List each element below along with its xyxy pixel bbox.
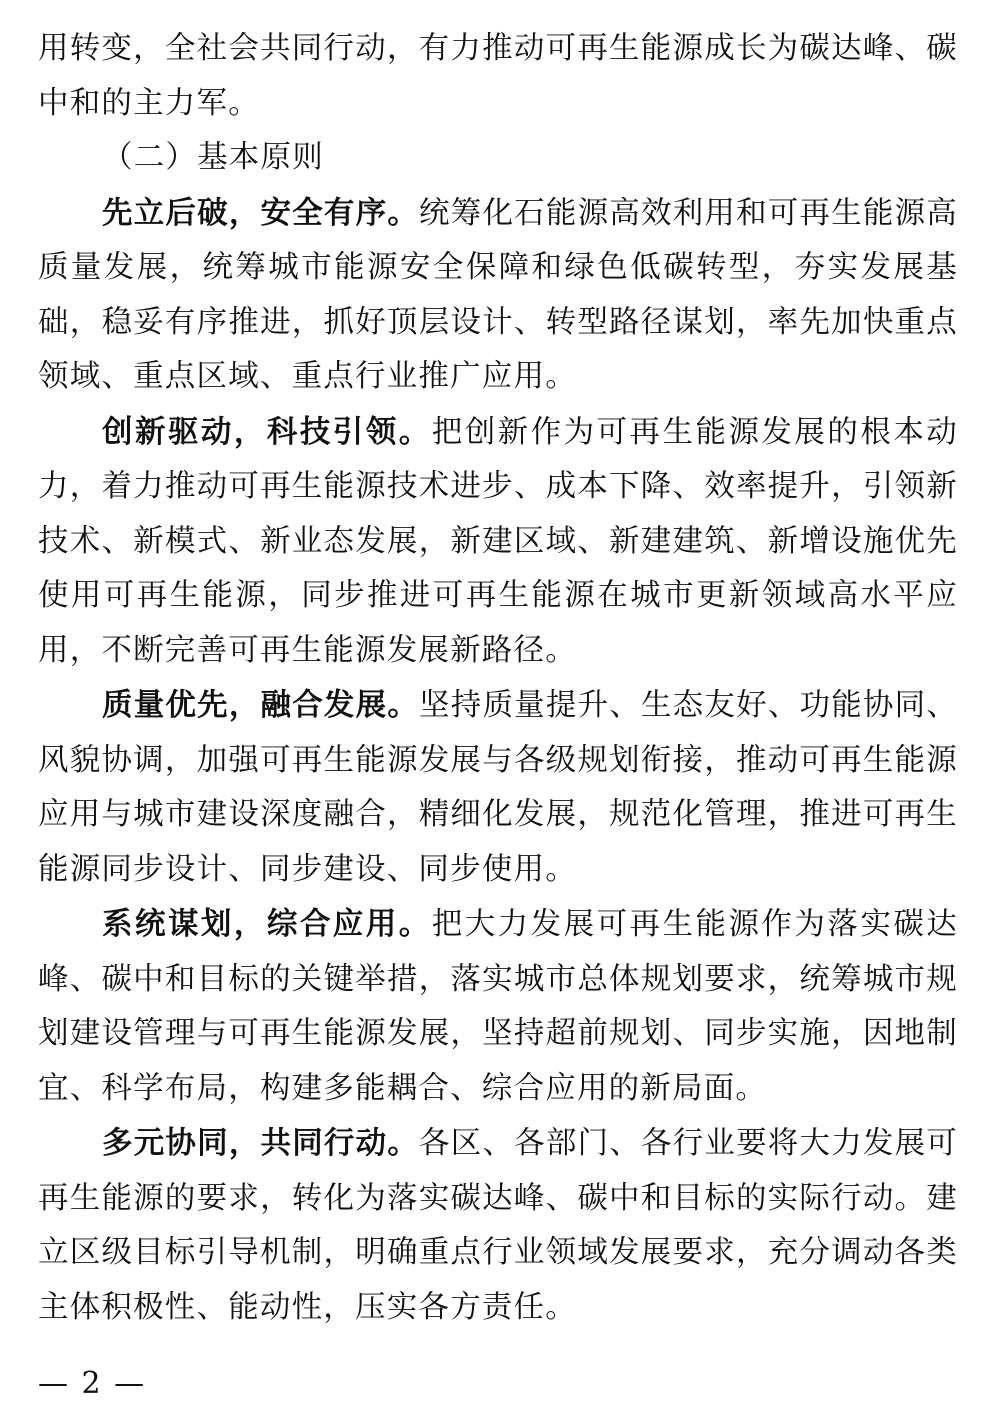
continued-paragraph: 用转变，全社会共同行动，有力推动可再生能源成长为碳达峰、碳中和的主力军。: [38, 31, 958, 121]
principle-heading: 系统谋划，综合应用。: [102, 906, 432, 942]
principle-paragraph: [38, 405, 958, 679]
principle-body: 坚持质量提升、生态友好、功能协同、风貌协调，加强可再生能源发展与各级规划衔接，推动可再生能源应用与城市建设深度融合，精细化发展，规范化管理，推进可再生能源同步设计、同步建设、同步使用。: [38, 688, 959, 887]
principle-heading: 质量优先，融合发展。: [102, 687, 420, 723]
section-title: （二）基本原则: [102, 140, 324, 175]
principle-paragraph: [38, 678, 958, 897]
principle-paragraph: [38, 897, 958, 1116]
principle-body: 把创新作为可再生能源发展的根本动力，着力推动可再生能源技术进步、成本下降、效率提升，引领新技术、新模式、新业态发展，新建区域、新建建筑、新增设施优先使用可再生能源，同步推进可再生能源在城市更新领域高水平应用，不断完善可再生能源发展新路径。: [38, 414, 958, 668]
principle-paragraph: [38, 1116, 958, 1335]
principle-heading: 先立后破，安全有序。: [102, 194, 420, 231]
principle-paragraph: [38, 186, 958, 405]
principle-heading: 多元协同，共同行动。: [102, 1125, 420, 1161]
page-number: — 2 —: [38, 1366, 147, 1401]
principle-body: 统筹化石能源高效利用和可再生能源高质量发展，统筹城市能源安全保障和绿色低碳转型，夯实发展基础，稳妥有序推进，抓好顶层设计、转型路径谋划，率先加快重点领域、重点区域、重点行业推广应用。: [38, 195, 959, 394]
principle-body: 各区、各部门、各行业要将大力发展可再生能源的要求，转化为落实碳达峰、碳中和目标的实际行动。建立区级目标引导机制，明确重点行业领域发展要求，充分调动各类主体积极性、能动性，压实各方责任。: [38, 1126, 959, 1325]
principle-body: 把大力发展可再生能源作为落实碳达峰、碳中和目标的关键举措，落实城市总体规划要求，统筹城市规划建设管理与可再生能源发展，坚持超前规划、同步实施，因地制宜、科学布局，构建多能耦合、综合应用的新局面。: [38, 907, 958, 1106]
principle-heading: 创新驱动，科技引领。: [102, 413, 432, 450]
document-page: [38, 22, 958, 1335]
